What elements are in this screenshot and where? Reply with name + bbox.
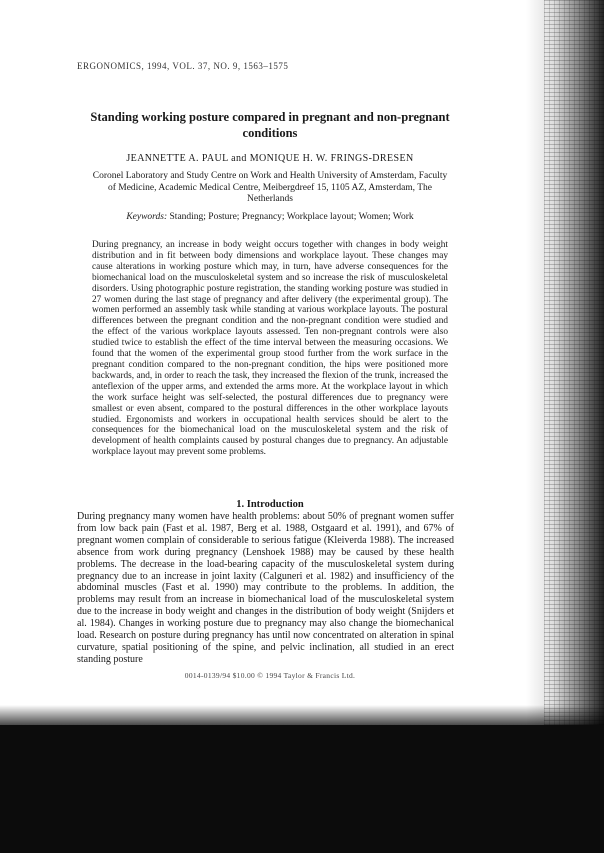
author-list: JEANNETTE A. PAUL and MONIQUE H. W. FRINGS-DRESEN <box>126 153 414 164</box>
section-heading-introduction: 1. Introduction <box>236 499 304 510</box>
copyright-footer: 0014-0139/94 $10.00 © 1994 Taylor & Francis Ltd. <box>184 671 356 680</box>
scan-shadow-bottom <box>0 725 604 853</box>
introduction-paragraph: During pregnancy many women have health problems: about 50% of pregnant women suffer from low back pain (Fast et al. 1987, Berg et al. 1988, Ostgaard et al. 1991), and 67% of pregnant women complain of considerable to serious fatigue (Kleiverda 1988). The increased absence from work during pregnancy (Lenshoek 1988) may be caused by these health problems. The decrease in the load-bearing capacity of the musculoskeletal system during pregnancy due to an increase in joint laxity (Calguneri et al. 1982) and insufficiency of the abdominal muscles (Fast et al. 1990) may contribute to the problems. In addition, the problems may result from an increase in biomechanical load of the musculoskeletal system due to the increase in body weight and changes in the distribution of body weight (Snijders et al. 1984). Changes in working posture due to pregnancy may also change the biomechanical load. Research on posture during pregnancy has until now concentrated on alteration in spinal curvature, spatial positioning of the spine, and pelvic inclination, all studied in an erect standing posture <box>77 511 454 665</box>
author-affiliation: Coronel Laboratory and Study Centre on Work and Health University of Amsterdam, Faculty of Medicine, Academic Medical Centre, Meibergdreef 15, 1105 AZ, Amsterdam, The Netherlands <box>92 171 448 204</box>
abstract-paragraph: During pregnancy, an increase in body weight occurs together with changes in body weight distribution and in fit between body dimensions and workplace layout. These changes may cause alterations in working posture which may, in turn, have adverse consequences for the biomechanical load on the musculoskeletal system and so increase the risk of musculoskeletal disorders. Using photographic posture registration, the standing working posture was studied in 27 women during the last stage of pregnancy and after delivery (the experimental group). The women performed an assembly task while standing at various workplace layouts. The postural differences between the pregnant condition and the non-pregnant condition were studied and the effect of the various workplace layouts assessed. Ten non-pregnant controls were also studied twice to establish the effect of the time interval between the measuring occasions. We found that the women of the experimental group stood further from the work surface in the pregnant condition compared to the non-pregnant condition, the hips were positioned more backwards, and, in order to reach the task, they increased the flexion of the trunk, increased the anteflexion of the upper arms, and extended the arms more. At the workplace layout in which the work surface height was self-selected, the postural differences due to pregnancy were smallest or even absent, compared to the postural differences in the other workplace layouts studied. Ergonomists and workers in occupational health services should be alert to the consequences for the biomechanical load on the musculoskeletal system and the risk of development of health complaints caused by postural changes due to pregnancy. An adjustable workplace layout may prevent some problems. <box>92 240 448 458</box>
scan-noise-right <box>544 0 604 725</box>
running-head: ERGONOMICS, 1994, VOL. 37, NO. 9, 1563–1575 <box>77 61 289 71</box>
keywords-label: Keywords: <box>126 212 168 222</box>
keywords-line <box>90 212 450 222</box>
article-title: Standing working posture compared in pregnant and non-pregnant conditions <box>90 110 450 140</box>
keywords-list: Standing; Posture; Pregnancy; Workplace layout; Women; Work <box>169 212 414 222</box>
